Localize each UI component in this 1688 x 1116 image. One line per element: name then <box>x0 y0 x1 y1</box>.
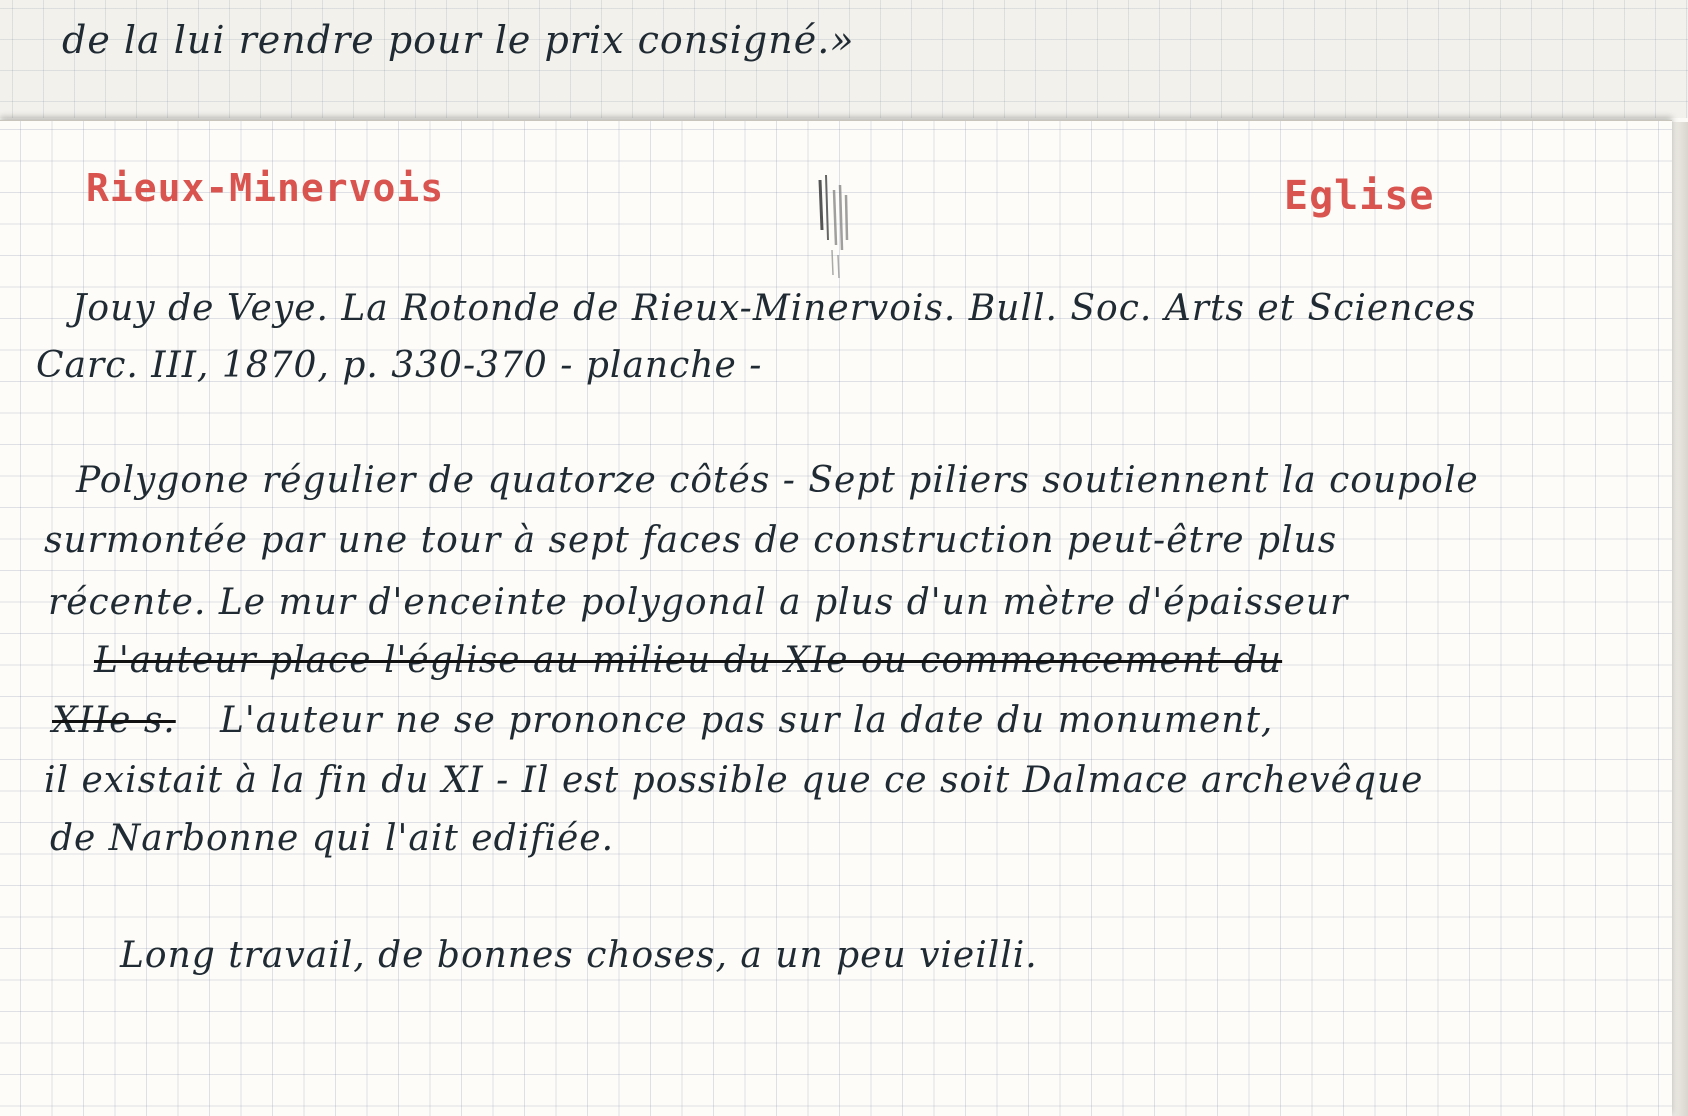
reference-line-1: Jouy de Veye. La Rotonde de Rieux-Minervois. Bull. Soc. Arts et Sciences <box>72 288 1477 329</box>
description-line-2: surmontée par une tour à sept faces de construction peut-être plus <box>44 520 1338 561</box>
description-line-3: récente. Le mur d'enceinte polygonal a plus d'un mètre d'épaisseur <box>48 582 1349 623</box>
description-line-7: de Narbonne qui l'ait edifiée. <box>50 818 615 859</box>
category-heading: Eglise <box>1284 173 1435 219</box>
description-line-5: L'auteur ne se prononce pas sur la date du monument, <box>220 700 1274 741</box>
description-line-6: il existait à la fin du XI - Il est possible que ce soit Dalmace archevêque <box>44 760 1424 801</box>
previous-card-strip <box>0 0 1688 118</box>
card-edge-shadow <box>1672 122 1688 1116</box>
struck-line-5: XIIe s. <box>52 700 176 741</box>
place-heading: Rieux-Minervois <box>86 166 445 210</box>
conclusion-line: Long travail, de bonnes choses, a un peu vieilli. <box>120 935 1038 976</box>
ink-smudge-mark <box>812 170 862 280</box>
previous-card-text: de la lui rendre pour le prix consigné.» <box>62 18 855 62</box>
description-line-1: Polygone régulier de quatorze côtés - Sept piliers soutiennent la coupole <box>76 460 1479 501</box>
reference-line-2: Carc. III, 1870, p. 330-370 - planche - <box>36 345 763 386</box>
struck-line-4: L'auteur place l'église au milieu du XIe ou commencement du <box>94 640 1283 681</box>
